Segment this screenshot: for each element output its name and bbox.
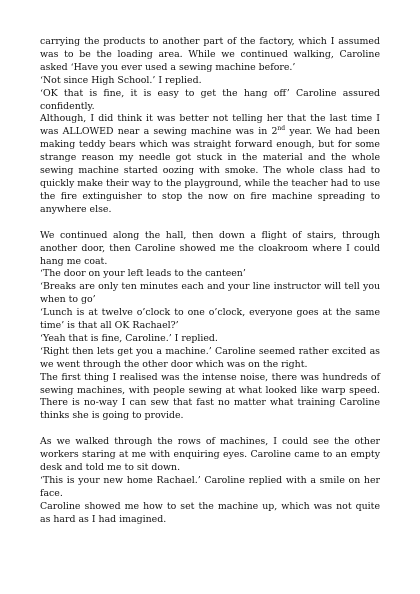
paragraph: ‘Lunch is at twelve o’clock to one o’clock, everyone goes at the same time’ is that all OK Rachael?’ [40, 307, 380, 332]
paragraph: ‘Right then lets get you a machine.’ Caroline seemed rather excited as we went through the other door which was on the right. [40, 345, 380, 370]
paragraph: ‘OK that is fine, it is easy to get the hang off’ Caroline assured confidently. [40, 87, 380, 112]
paragraph: ‘Breaks are only ten minutes each and your line instructor will tell you when to go’ [40, 281, 380, 306]
paragraph: We continued along the hall, then down a flight of stairs, through another door, then Caroline showed me the cloakroom where I could hang me coat. [40, 229, 380, 267]
paragraph: The first thing I realised was the intense noise, there was hundreds of sewing machines, with people sewing at what looked like warp speed. There is no-way I can sew that fast no matter what training Caroline thinks she is going to provide. [40, 371, 380, 422]
paragraph: As we walked through the rows of machines, I could see the other workers staring at me with enquiring eyes. Caroline came to an empty desk and told me to sit down. [40, 436, 380, 474]
paragraph: carrying the products to another part of the factory, which I assumed was to be the loading area. While we continued walking, Caroline asked ‘Have you ever used a sewing machine before.’ [40, 36, 380, 73]
text-run: Although, I did think it was better not telling her that the last time I was ALLOWED near a sewing machine was in 2 [40, 113, 380, 138]
paragraph: ‘Yeah that is fine, Caroline.’ I replied. [40, 332, 218, 344]
ordinal-superscript: nd [277, 125, 286, 133]
paragraph-gap [40, 423, 380, 436]
paragraph: Caroline showed me how to set the machine up, which was not quite as hard as I had imagined. [40, 500, 380, 525]
paragraph-sewing-machine [40, 113, 380, 216]
paragraph: ‘The door on your left leads to the canteen’ [40, 268, 246, 280]
paragraph-gap [40, 217, 380, 230]
paragraph: ‘Not since High School.’ I replied. [40, 74, 202, 86]
paragraph: ‘This is your new home Rachael.’ Caroline replied with a smile on her face. [40, 475, 380, 499]
text-run: year. We had been making teddy bears which was straight forward enough, but for some strange reason my needle got stuck in the material and the whole sewing machine started oozing with smoke. The whole class had to quickly make their way to the playground, while the teacher had to use the fire extinguisher to stop the now on fire machine spreading to anywhere else. [40, 126, 380, 215]
